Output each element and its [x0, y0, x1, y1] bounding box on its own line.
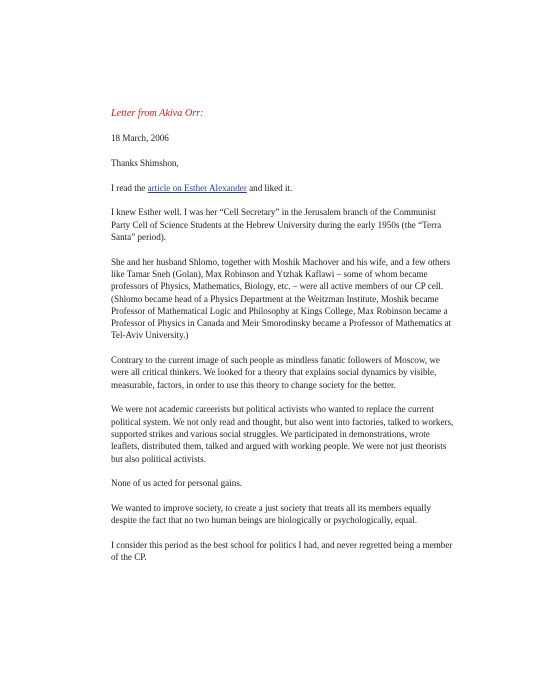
- paragraph-critical-thinkers: Contrary to the current image of such people as mindless fanatic followers of Moscow, we were all critical thinkers. We looked for a theory that explains social dynamics by visible, measurable, factors, in order to use this theory to change society for the better.: [111, 355, 440, 390]
- letter-title: Letter from Akiva Orr:: [111, 108, 204, 119]
- paragraph-activists: We were not academic careerists but political activists who wanted to replace the current political system. We not only read and thought, but also went into factories, talked to workers, supported strikes and various social struggles. We participated in demonstrations, wrote leaflets, distributed them, talked and argued with working people. We were not just theorists but also political activists.: [111, 404, 454, 464]
- paragraph-members: She and her husband Shlomo, together with Moshik Machover and his wife, and a few others like Tamar Sneh (Golan), Max Robinson and Ytzhak Kaflawi – some of whom became professors of Physics, Mathematics, Biology, etc. – were all active members of our CP cell. (Shlomo became head of a Physics Department at the Weitzman Institute, Moshik became Professor of Mathematical Logic and Philosophy at Kings College, Max Robinson became a Professor of Physics in Canada and Meir Smorodinsky became a Professor of Mathematics at Tel-Aviv University.): [111, 256, 452, 341]
- paragraph-best-school: I consider this period as the best school for politics I had, and never regretted being a member of the CP.: [111, 539, 453, 563]
- intro-text-before: I read the: [111, 182, 148, 193]
- letter-date: 18 March, 2006: [111, 133, 169, 144]
- paragraph-personal-gains: None of us acted for personal gains.: [111, 478, 243, 489]
- paragraph-just-society: We wanted to improve society, to create a just society that treats all its members equally despite the fact that no two human beings are biologically or psychologically, equal.: [111, 502, 431, 526]
- article-link[interactable]: article on Esther Alexander: [147, 182, 247, 193]
- paragraph-esther: I knew Esther well. I was her “Cell Secretary” in the Jerusalem branch of the Communist Party Cell of Science Students at the Hebrew University during the early 1950s (the “Terra Santa” period).: [111, 207, 442, 242]
- intro-text-after: and liked it.: [246, 182, 293, 193]
- letter-greeting: Thanks Shimshon,: [111, 157, 179, 168]
- intro-paragraph: [111, 182, 456, 194]
- letter-page: [111, 108, 456, 576]
